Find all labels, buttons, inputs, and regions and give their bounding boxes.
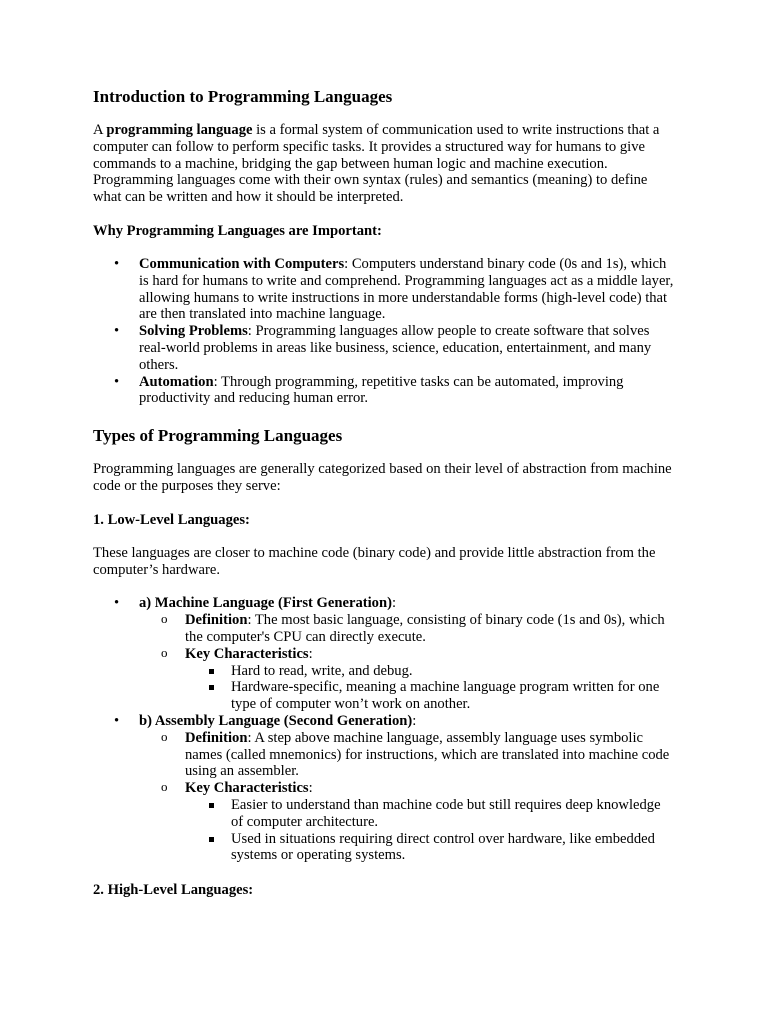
low-level-intro: These languages are closer to machine code (binary code) and provide little abstraction from the computer’s hardware.	[93, 544, 656, 578]
document-title: Introduction to Programming Languages	[93, 87, 393, 106]
document-page	[93, 86, 675, 915]
machine-language-title: a) Machine Language (First Generation)	[139, 595, 392, 612]
assembly-language-definition	[139, 730, 675, 780]
colon: :	[391, 595, 396, 612]
colon: :	[308, 780, 313, 797]
types-heading: Types of Programming Languages	[93, 426, 343, 446]
machine-language-sublist	[139, 612, 675, 713]
high-level-heading: 2. High-Level Languages:	[93, 882, 254, 899]
why-item-automation	[93, 374, 675, 408]
why-item-text: : Computers understand binary code (0s and 1s), which is hard for humans to write and comprehend. Programming languages act as a middle layer, allowing humans to write instructions in more understandable forms (high-level code) that are then translated into machine language.	[139, 255, 674, 323]
why-item-bold: Communication with Computers	[139, 255, 345, 272]
assembly-language-title: b) Assembly Language (Second Generation)	[139, 712, 413, 729]
colon: :	[412, 712, 417, 729]
machine-language-characteristics-list	[185, 663, 675, 713]
machine-language-item	[93, 595, 675, 713]
intro-paragraph	[93, 122, 675, 206]
assembly-language-item	[93, 713, 675, 864]
definition-text: : The most basic language, consisting of binary code (1s and 0s), which the computer's CPU can directly execute.	[185, 612, 665, 645]
why-item-text: : Through programming, repetitive tasks can be automated, improving productivity and reducing human error.	[139, 373, 624, 407]
machine-language-characteristics	[139, 646, 675, 713]
characteristic-item: Easier to understand than machine code but still requires deep knowledge of computer architecture.	[185, 797, 675, 831]
assembly-language-characteristics	[139, 780, 675, 864]
intro-text: is a formal system of communication used to write instructions that a computer can follow to perform specific tasks. It provides a structured way for humans to give commands to a machine, bridging the gap between human logic and machine execution. Programming languages come with their own syntax (rules) and semantics (meaning) to define what can be written and how it should be interpreted.	[93, 122, 660, 206]
characteristic-item: Hard to read, write, and debug.	[185, 663, 675, 680]
low-level-list	[93, 595, 675, 864]
assembly-language-characteristics-list	[185, 797, 675, 864]
definition-label: Definition	[185, 612, 248, 629]
machine-language-definition	[139, 612, 675, 646]
assembly-language-sublist	[139, 730, 675, 864]
types-intro: Programming languages are generally categorized based on their level of abstraction from machine code or the purposes they serve:	[93, 461, 672, 494]
why-list	[93, 256, 675, 407]
characteristic-item: Used in situations requiring direct control over hardware, like embedded systems or operating systems.	[185, 831, 675, 865]
key-characteristics-label: Key Characteristics	[185, 645, 309, 662]
colon: :	[308, 645, 313, 662]
low-level-heading: 1. Low-Level Languages:	[93, 511, 250, 528]
intro-bold-term: programming language	[106, 122, 253, 138]
why-item-bold: Automation	[139, 373, 214, 390]
key-characteristics-label: Key Characteristics	[185, 780, 309, 797]
definition-text: : A step above machine language, assembly language uses symbolic names (called mnemonics) for instructions, which are translated into machine code using an assembler.	[185, 729, 670, 780]
characteristic-item: Hardware-specific, meaning a machine language program written for one type of computer won’t work on another.	[185, 679, 675, 713]
why-item-communication	[93, 256, 675, 323]
why-item-solving	[93, 323, 675, 373]
why-heading: Why Programming Languages are Important:	[93, 222, 382, 239]
definition-label: Definition	[185, 729, 248, 746]
why-item-bold: Solving Problems	[139, 323, 248, 340]
intro-prefix: A	[93, 122, 107, 138]
why-item-text: : Programming languages allow people to create software that solves real-world problems in areas like business, science, education, entertainment, and many others.	[139, 323, 652, 373]
